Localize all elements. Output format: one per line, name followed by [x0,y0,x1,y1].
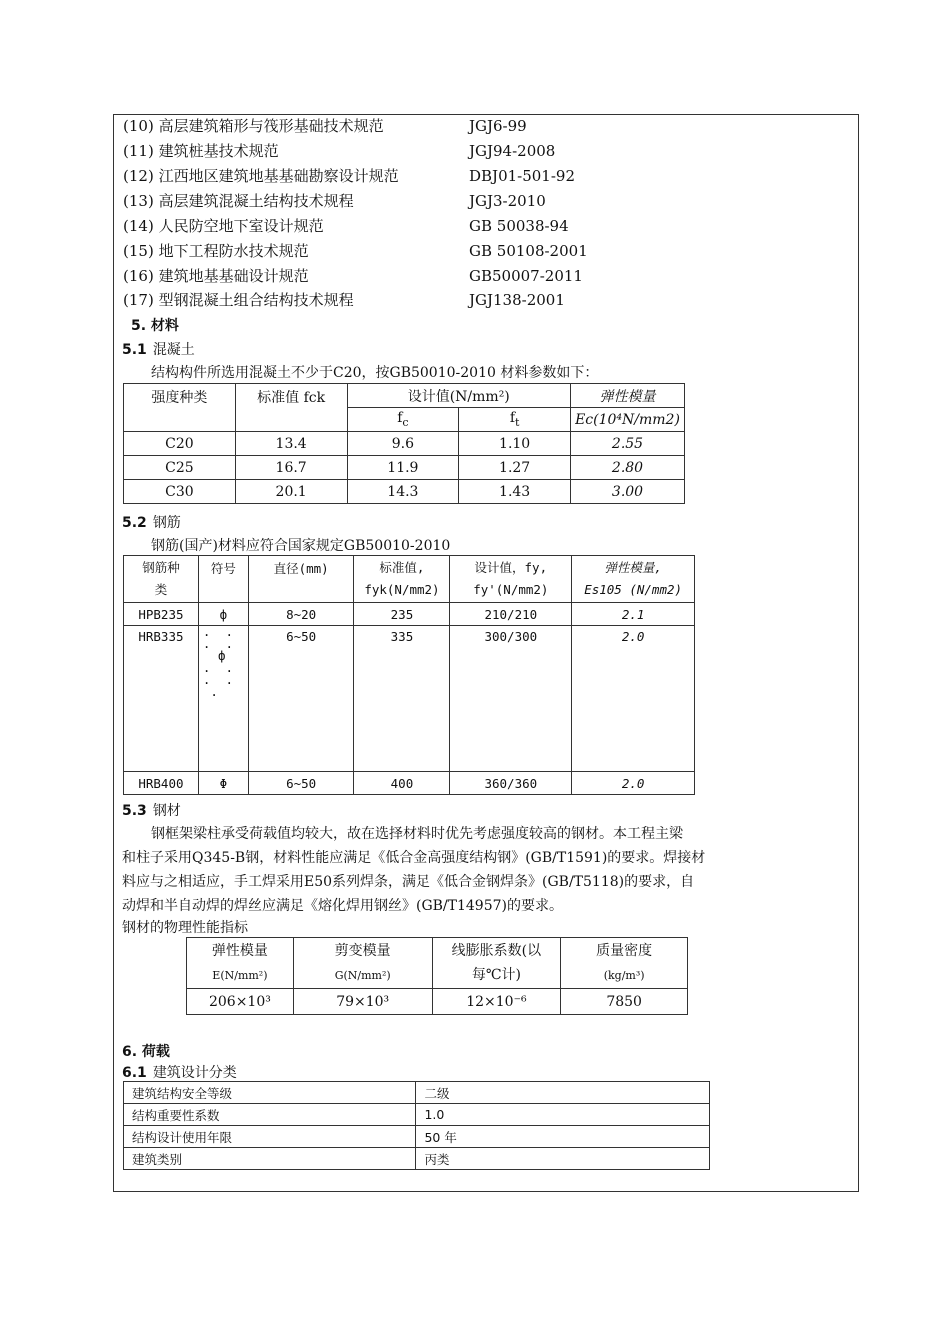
table-cell: 335 [354,626,450,772]
table-cell: C30 [124,480,236,504]
table-cell: 20.1 [235,480,347,504]
table-row [124,480,685,504]
header-type: 钢筋种 类 [124,556,199,603]
classification-table [123,1081,710,1170]
table-cell: 1.10 [459,432,571,456]
header-es: 弹性模量, Es105 (N/mm2) [572,556,695,603]
text: 5.3 [122,803,147,819]
text [124,556,695,603]
table-cell: 300/300 [450,626,572,772]
table-cell: 50 年 [416,1126,710,1148]
table-cell: 12×10⁻⁶ [432,989,561,1015]
text: t [515,415,520,429]
table-cell: 建筑类别 [124,1148,416,1170]
table-cell: HRB400 [124,772,199,795]
rebar-intro: 钢筋(国产)材料应符合国家规定GB50010-2010 [151,538,451,554]
table-row [124,1082,710,1104]
standard-item: (15) 地下工程防水技术规范 GB 50108-2001 [123,242,588,260]
section-heading-loads: 6. 荷载 [122,1044,170,1060]
header-alpha: 线膨胀系数(以 每℃计) [432,938,561,989]
table-cell: C25 [124,456,236,480]
header-e: 弹性模量 E(N/mm²) [187,938,294,989]
header-fyk: 标准值, fyk(N/mm2) [354,556,450,603]
steel-paragraph-line: 料应与之相适应，手工焊采用E50系列焊条，满足《低合金钢焊条》(GB/T5118)的要求，自 [122,874,695,890]
text: 5.1 [122,342,147,358]
header-modulus-unit: Ec(10⁴N/mm2) [571,408,685,432]
standard-item: (11) 建筑桩基技术规范 JGJ94-2008 [123,142,556,160]
subsection-concrete: 5.1 混凝土 [122,342,195,358]
table-cell: 8~20 [248,603,354,626]
table-cell: 206×10³ [187,989,294,1015]
table-cell: 二级 [416,1082,710,1104]
standard-item: (14) 人民防空地下室设计规范 GB 50038-94 [123,217,569,235]
table-cell: 1.27 [459,456,571,480]
table-cell: 7850 [561,989,688,1015]
header-fy: 设计值，fy, fy'(N/mm2) [450,556,572,603]
table-cell: 结构设计使用年限 [124,1126,416,1148]
table-cell: 6~50 [248,772,354,795]
header-symbol: 符号 [198,556,248,603]
table-cell: 2.1 [572,603,695,626]
table-row [124,432,685,456]
table-cell: HRB335 [124,626,199,772]
text [187,938,688,989]
header-g: 剪变模量 G(N/mm²) [293,938,432,989]
steel-paragraph-line: 钢框架梁柱承受荷载值均较大，故在选择材料时优先考虑强度较高的钢材。本工程主梁 [151,826,683,842]
subsection-steel: 5.3 钢材 [122,803,181,819]
table-cell: 1.0 [416,1104,710,1126]
table-cell: 13.4 [235,432,347,456]
text: 5.2 [122,515,147,531]
table-cell: 2.80 [571,456,685,480]
header-fc: $f_c$ [347,408,459,432]
table-cell: 360/360 [450,772,572,795]
table-cell: 2.0 [572,772,695,795]
table-row [124,1104,710,1126]
table-cell: HPB235 [124,603,199,626]
table-row [124,1148,710,1170]
table-row [124,456,685,480]
table-cell: 丙类 [416,1148,710,1170]
header-grade: 强度种类 [124,384,236,432]
concrete-intro: 结构构件所选用混凝土不少于C20，按GB50010-2010 材料参数如下： [151,365,599,381]
subsection-rebar: 5.2 钢筋 [122,515,181,531]
header-density: 质量密度 (kg/m³) [561,938,688,989]
standard-item: (17) 型钢混凝土组合结构技术规程 JGJ138-2001 [123,291,565,309]
table-cell: ф [198,603,248,626]
header-diameter: 直径(mm) [248,556,354,603]
standard-item: (16) 建筑地基基础设计规范 GB50007-2011 [123,267,583,285]
table-cell: 235 [354,603,450,626]
table-row [124,626,695,772]
table-cell: Φ [198,772,248,795]
table-cell: 3.00 [571,480,685,504]
header-design: 设计值(N/mm²) [347,384,571,408]
steel-paragraph-line: 动焊和半自动焊的焊丝应满足《熔化焊用钢丝》(GB/T14957)的要求。 [122,898,563,914]
table-row [187,989,688,1015]
standard-item: (12) 江西地区建筑地基基础勘察设计规范 DBJ01-501-92 [123,167,576,185]
table-row [124,603,695,626]
text: 6.1 [122,1065,147,1081]
table-cell: 2.0 [572,626,695,772]
table-cell: 6~50 [248,626,354,772]
header-modulus: 弹性模量 [571,384,685,408]
rebar-table [123,555,695,795]
section-heading-materials: 5. 材料 [131,318,179,334]
standard-item: (13) 高层建筑混凝土结构技术规程 JGJ3-2010 [123,192,546,210]
steel-paragraph-line: 和柱子采用Q345-B钢，材料性能应满足《低合金高强度结构钢》(GB/T1591)的要求。焊接材 [122,850,706,866]
subsection-classification: 6.1 建筑设计分类 [122,1065,237,1081]
table-cell: 9.6 [347,432,459,456]
text [124,384,685,408]
table-row [124,1126,710,1148]
header-ft: $f_t$ [459,408,571,432]
table-cell: 建筑结构安全等级 [124,1082,416,1104]
table-cell: 16.7 [235,456,347,480]
steel-table-title: 钢材的物理性能指标 [122,920,248,936]
text: c [402,415,409,429]
table-cell: . . . . ф . . . . . [198,626,248,772]
table-cell: C20 [124,432,236,456]
standard-item: (10) 高层建筑箱形与筏形基础技术规范 JGJ6-99 [123,117,527,135]
table-row [124,772,695,795]
concrete-table [123,383,685,504]
table-cell: 79×10³ [293,989,432,1015]
table-cell: 1.43 [459,480,571,504]
table-cell: 14.3 [347,480,459,504]
header-fck: 标准值 fck [235,384,347,432]
table-cell: 结构重要性系数 [124,1104,416,1126]
steel-properties-table [186,937,688,1015]
table-cell: 11.9 [347,456,459,480]
table-cell: 400 [354,772,450,795]
table-cell: 210/210 [450,603,572,626]
table-cell: 2.55 [571,432,685,456]
